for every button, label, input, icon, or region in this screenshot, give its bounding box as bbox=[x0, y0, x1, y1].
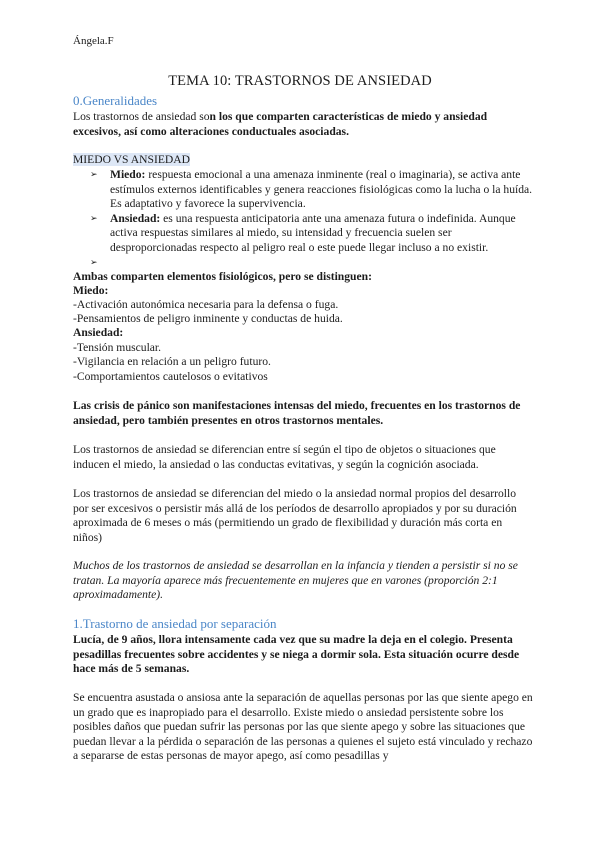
italic-note: Muchos de los trastornos de ansiedad se desarrollan en la infancia y tienden a persistir si no se tratan. La mayoría aparece más frecuentemente en mujeres que en varones (proporción 2:1 aproximadamente). bbox=[73, 559, 518, 602]
section-heading-separacion: 1.Trastorno de ansiedad por separación bbox=[73, 616, 277, 631]
section-heading-generalidades: 0.Generalidades bbox=[73, 93, 158, 108]
bullet-term: Miedo: bbox=[110, 168, 146, 181]
case-vignette: Lucía, de 9 años, llora intensamente cada vez que su madre la deja en el colegio. Presenta pesadillas frecuentes sobre accidentes y se niega a dormir sola. Esta situación ocurre desde hace más de 5 semanas. bbox=[73, 633, 520, 676]
arrow-bullet-icon: ➢ bbox=[90, 213, 98, 224]
bullet-text: es una respuesta anticipatoria ante una amenaza futura o indefinida. Aunque activa respuestas similares al miedo, su intensidad y frecuencia suelen ser desproporcionadas respecto al peligro real o este puede llegar incluso a no existir. bbox=[110, 211, 516, 254]
subheading-wrapper bbox=[73, 153, 533, 168]
separation-description-paragraph: Se encuentra asustada o ansiosa ante la separación de aquellas personas por las que siente apego en un grado que es inapropiado para el desarrollo. Existe miedo o ansiedad persistente sobre los posibles daños que puedan sufrir las personas por las que siente apego y sobre las situaciones que puedan llevar a la pérdida o separación de las personas a quienes el sujeto está vinculado y rechazo a separarse de estas personas de mayor apego, así como pesadillas y bbox=[73, 691, 533, 763]
author-name: Ángela.F bbox=[73, 35, 114, 47]
bullet-item-empty bbox=[73, 256, 533, 271]
subheading-miedo-vs-ansiedad: MIEDO VS ANSIEDAD bbox=[73, 153, 191, 166]
normal-anxiety-paragraph: Los trastornos de ansiedad se diferencian del miedo o la ansiedad normal propios del desarrollo por ser excesivos o persistir más allá de los períodos de desarrollo apropiados y por su duración aproximada de 6 meses o más (permitiendo un grado de flexibilidad y duración más corta en niños) bbox=[73, 487, 517, 544]
fear-item: -Pensamientos de peligro inminente y conductas de huida. bbox=[73, 312, 343, 325]
anxiety-item: -Tensión muscular. bbox=[73, 341, 162, 354]
bullet-term: Ansiedad: bbox=[110, 211, 161, 225]
bullet-text: respuesta emocional a una amenaza inminente (real o imaginaria), se activa ante estímulos externos identificables y genera reacciones fisiológicas como la lucha o la huída. Es adaptativo y favorece la supervivencia. bbox=[110, 168, 533, 211]
bullet-item-ansiedad bbox=[73, 212, 533, 256]
fear-item: -Activación autonómica necesaria para la defensa o fuga. bbox=[73, 298, 339, 311]
arrow-bullet-icon: ➢ bbox=[90, 170, 98, 180]
anxiety-item: -Vigilancia en relación a un peligro futuro. bbox=[73, 355, 271, 368]
arrow-bullet-icon: ➢ bbox=[90, 257, 98, 268]
intro-normal-text: Los trastornos de ansiedad so bbox=[73, 110, 210, 123]
shared-elements-heading: Ambas comparten elementos fisiológicos, pero se distinguen: bbox=[73, 270, 372, 283]
definition-list bbox=[73, 168, 533, 270]
intro-paragraph bbox=[73, 110, 533, 139]
differentiation-paragraph: Los trastornos de ansiedad se diferencian entre sí según el tipo de objetos o situaciones que inducen el miedo, la ansiedad o las conductas evitativas, y según la cognición asociada. bbox=[73, 443, 496, 471]
fear-label: Miedo: bbox=[73, 284, 109, 297]
anxiety-label: Ansiedad: bbox=[73, 326, 124, 339]
bullet-item-miedo bbox=[73, 168, 533, 212]
page-title: TEMA 10: TRASTORNOS DE ANSIEDAD bbox=[168, 73, 432, 89]
anxiety-item: -Comportamientos cautelosos o evitativos bbox=[73, 370, 268, 383]
panic-attacks-paragraph: Las crisis de pánico son manifestaciones intensas del miedo, frecuentes en los trastornos de ansiedad, pero también presentes en otros trastornos mentales. bbox=[73, 399, 521, 427]
intro-bold-text: n los que comparten características de miedo y ansiedad excesivos, así como alteraciones conductuales asociadas. bbox=[73, 110, 488, 138]
